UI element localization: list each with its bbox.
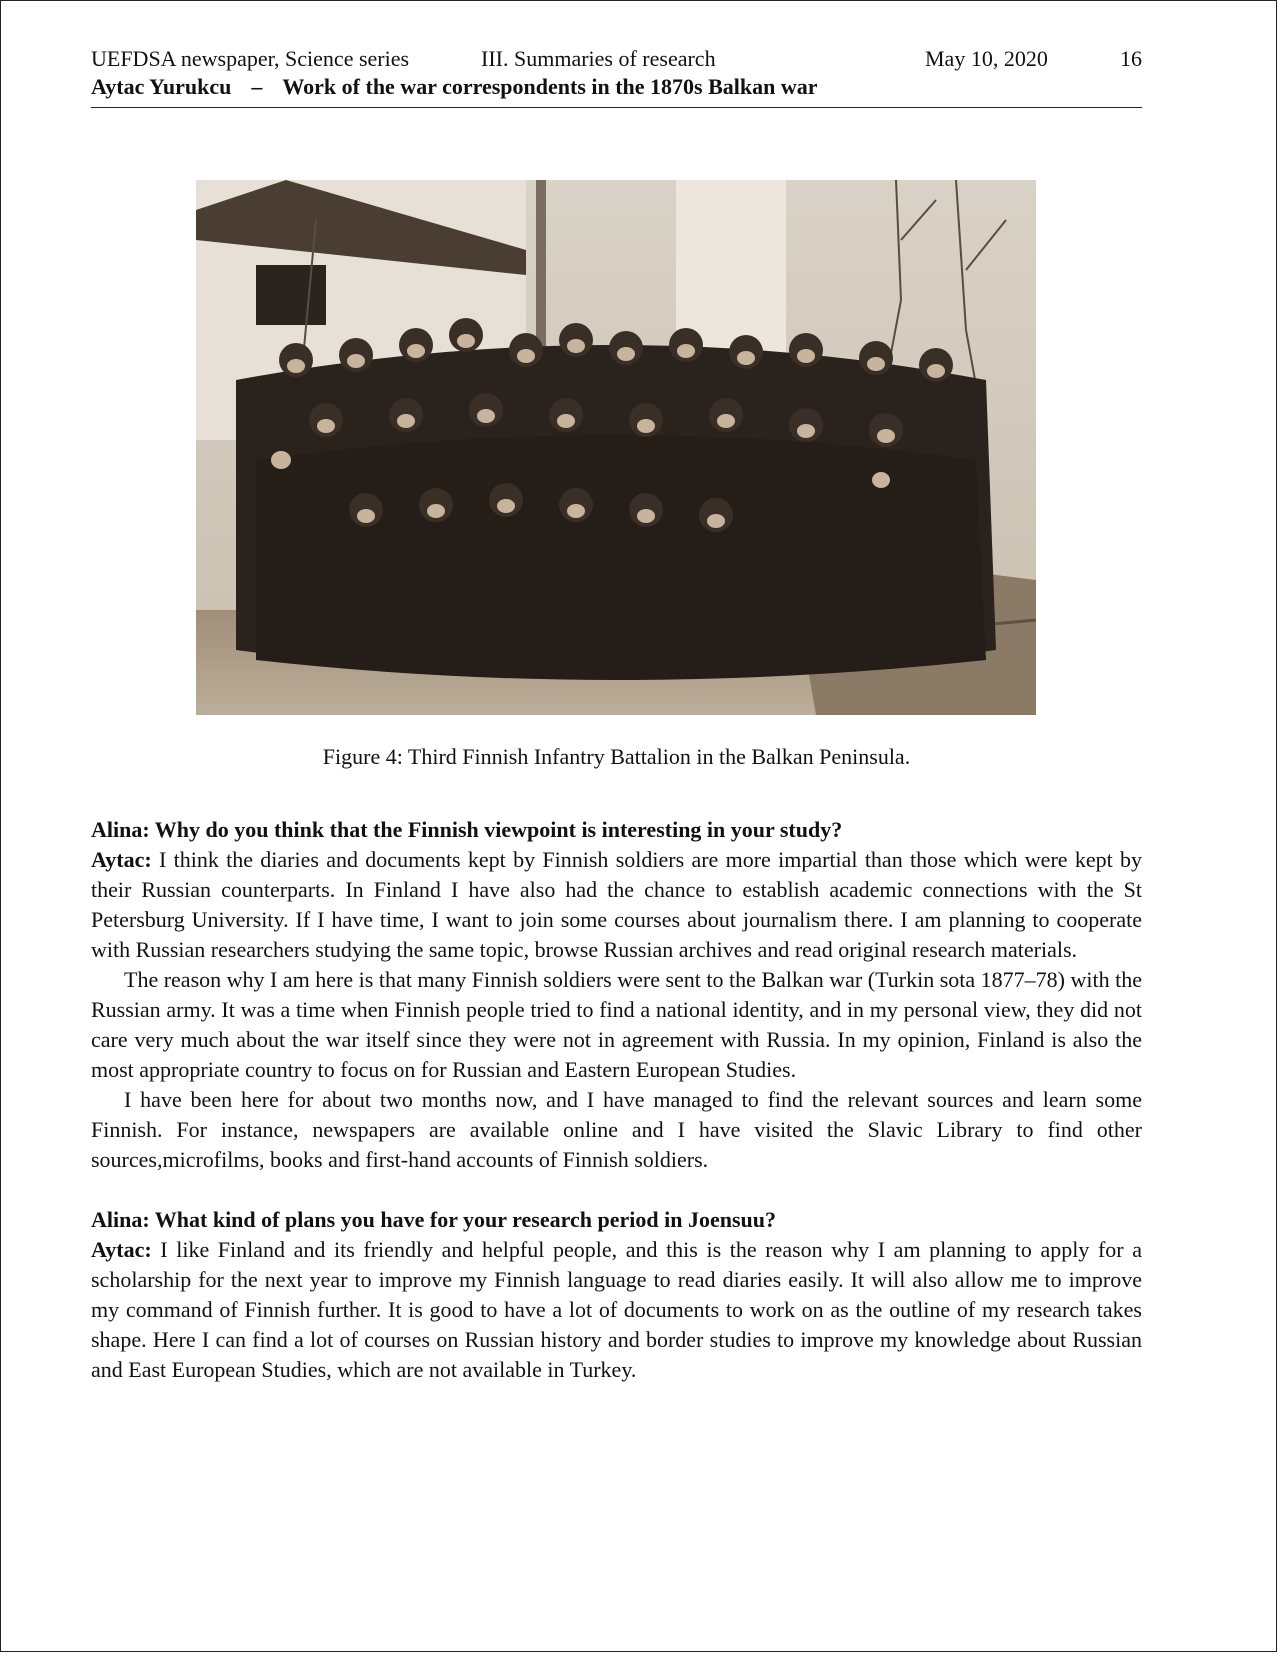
answer-paragraph: I have been here for about two months now, and I have managed to find the relevant sources and learn some Finnish. For instance, newspapers are available online and I have visited the Slavic Library to find other sources,microfilms, books and first-hand accounts of Finnish soldiers.: [91, 1087, 1142, 1172]
answer-speaker: Aytac:: [91, 1237, 152, 1262]
answer-paragraph: [91, 1235, 1142, 1385]
article-title: Work of the war correspondents in the 1870s Balkan war: [282, 74, 818, 99]
section-gap: [91, 1175, 1142, 1205]
header-dash: –: [251, 74, 263, 99]
interview-body: [91, 815, 1142, 1385]
photo-illustration: [196, 180, 1036, 715]
newspaper-name: UEFDSA newspaper, Science series: [91, 46, 410, 71]
answer-speaker: Aytac:: [91, 847, 152, 872]
answer-paragraph: [91, 845, 1142, 965]
running-header: [91, 45, 1142, 101]
page-number: 16: [1120, 46, 1142, 71]
article-author: Aytac Yurukcu: [91, 74, 232, 99]
interview-question: Alina: Why do you think that the Finnish viewpoint is interesting in your study?: [91, 817, 843, 842]
issue-date: May 10, 2020: [925, 46, 1048, 71]
section-title: III. Summaries of research: [481, 46, 716, 71]
answer-paragraph: The reason why I am here is that many Finnish soldiers were sent to the Balkan war (Turkin sota 1877–78) with the Russian army. It was a time when Finnish people tried to find a national identity, and in my personal view, they did not care very much about the war itself since they were not in agreement with Russia. In my opinion, Finland is also the most appropriate country to focus on for Russian and Eastern European Studies.: [91, 967, 1142, 1082]
answer-text: I like Finland and its friendly and helpful people, and this is the reason why I am planning to apply for a scholarship for the next year to improve my Finnish language to read diaries easily. It will also allow me to improve my command of Finnish further. It is good to have a lot of documents to work on as the outline of my research takes shape. Here I can find a lot of courses on Russian history and border studies to improve my knowledge about Russian and East European Studies, which are not available in Turkey.: [91, 1237, 1142, 1382]
figure-caption: Figure 4: Third Finnish Infantry Battalion in the Balkan Peninsula.: [322, 744, 911, 769]
interview-question: Alina: What kind of plans you have for your research period in Joensuu?: [91, 1207, 776, 1232]
header-rule: [91, 107, 1142, 108]
battalion-photo: [196, 180, 1036, 715]
answer-text: I think the diaries and documents kept by Finnish soldiers are more impartial than those which were kept by their Russian counterparts. In Finland I have also had the chance to establish academic connections with the St Petersburg University. If I have time, I want to join some courses about journalism there. I am planning to cooperate with Russian researchers studying the same topic, browse Russian archives and read original research materials.: [91, 847, 1143, 962]
